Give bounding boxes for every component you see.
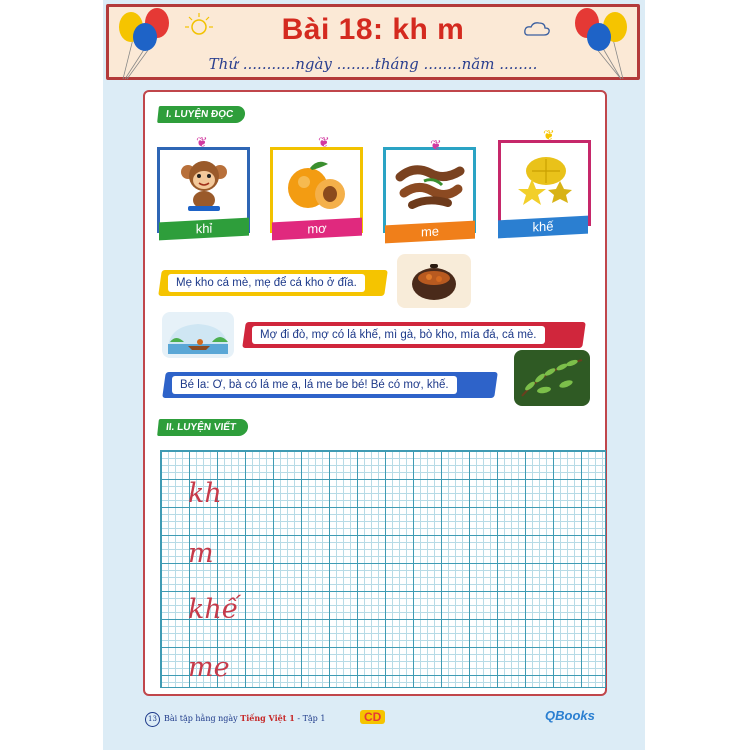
word-band-khe: khế xyxy=(498,216,588,239)
book-title-prefix: Bài tập hằng ngày xyxy=(164,714,238,723)
picture-card-khe xyxy=(498,140,591,226)
tamarind-tree-photo xyxy=(514,350,590,406)
qbooks-logo: QBooks xyxy=(545,708,595,723)
writing-line-3: khế xyxy=(188,594,239,625)
sentence-2: Mợ đi đò, mợ có lá khế, mì gà, bò kho, mía đá, cá mè. xyxy=(252,326,545,344)
writing-line-4: me xyxy=(188,652,230,683)
bow-icon: ❦ xyxy=(196,135,208,151)
apricot-icon xyxy=(284,156,350,214)
lesson-header xyxy=(106,4,640,80)
book-title-suffix: - Tập 1 xyxy=(297,714,326,723)
footer-book-title xyxy=(145,712,325,727)
sentence-1: Mẹ kho cá mè, mẹ để cá kho ở đĩa. xyxy=(168,274,365,292)
book-title-highlight: Tiếng Việt 1 xyxy=(240,713,295,723)
bow-icon: ❦ xyxy=(543,128,555,144)
reading-section-label: I. LUYỆN ĐỌC xyxy=(157,106,246,123)
starfruit-icon xyxy=(510,149,580,207)
boat-scene-icon xyxy=(162,312,234,358)
lesson-title: Bài 18: kh m xyxy=(281,13,465,46)
writing-section-label: II. LUYỆN VIẾT xyxy=(157,419,249,436)
date-line: Thứ ...........ngày ........tháng ........năm ........ xyxy=(208,55,538,73)
monkey-icon xyxy=(174,156,234,214)
picture-card-me xyxy=(383,147,476,233)
writing-line-2: m xyxy=(188,538,214,569)
clay-pot-photo xyxy=(397,254,471,308)
leaves-icon xyxy=(514,350,590,406)
word-band-khi: khỉ xyxy=(159,218,249,241)
sentence-3: Bé la: Ơ, bà có lá me ạ, lá me be bé! Bé có mơ, khế. xyxy=(172,376,457,394)
publisher-logo: CD xyxy=(360,710,385,724)
writing-line-1: kh xyxy=(188,478,222,509)
tamarind-icon xyxy=(394,159,466,211)
page-number: 13 xyxy=(145,712,160,727)
word-band-mo: mơ xyxy=(272,218,362,241)
boat-scene-photo xyxy=(162,312,234,358)
word-band-me: me xyxy=(385,221,475,244)
bow-icon: ❦ xyxy=(430,138,442,154)
bow-icon: ❦ xyxy=(318,135,330,151)
clay-pot-icon xyxy=(397,254,471,308)
